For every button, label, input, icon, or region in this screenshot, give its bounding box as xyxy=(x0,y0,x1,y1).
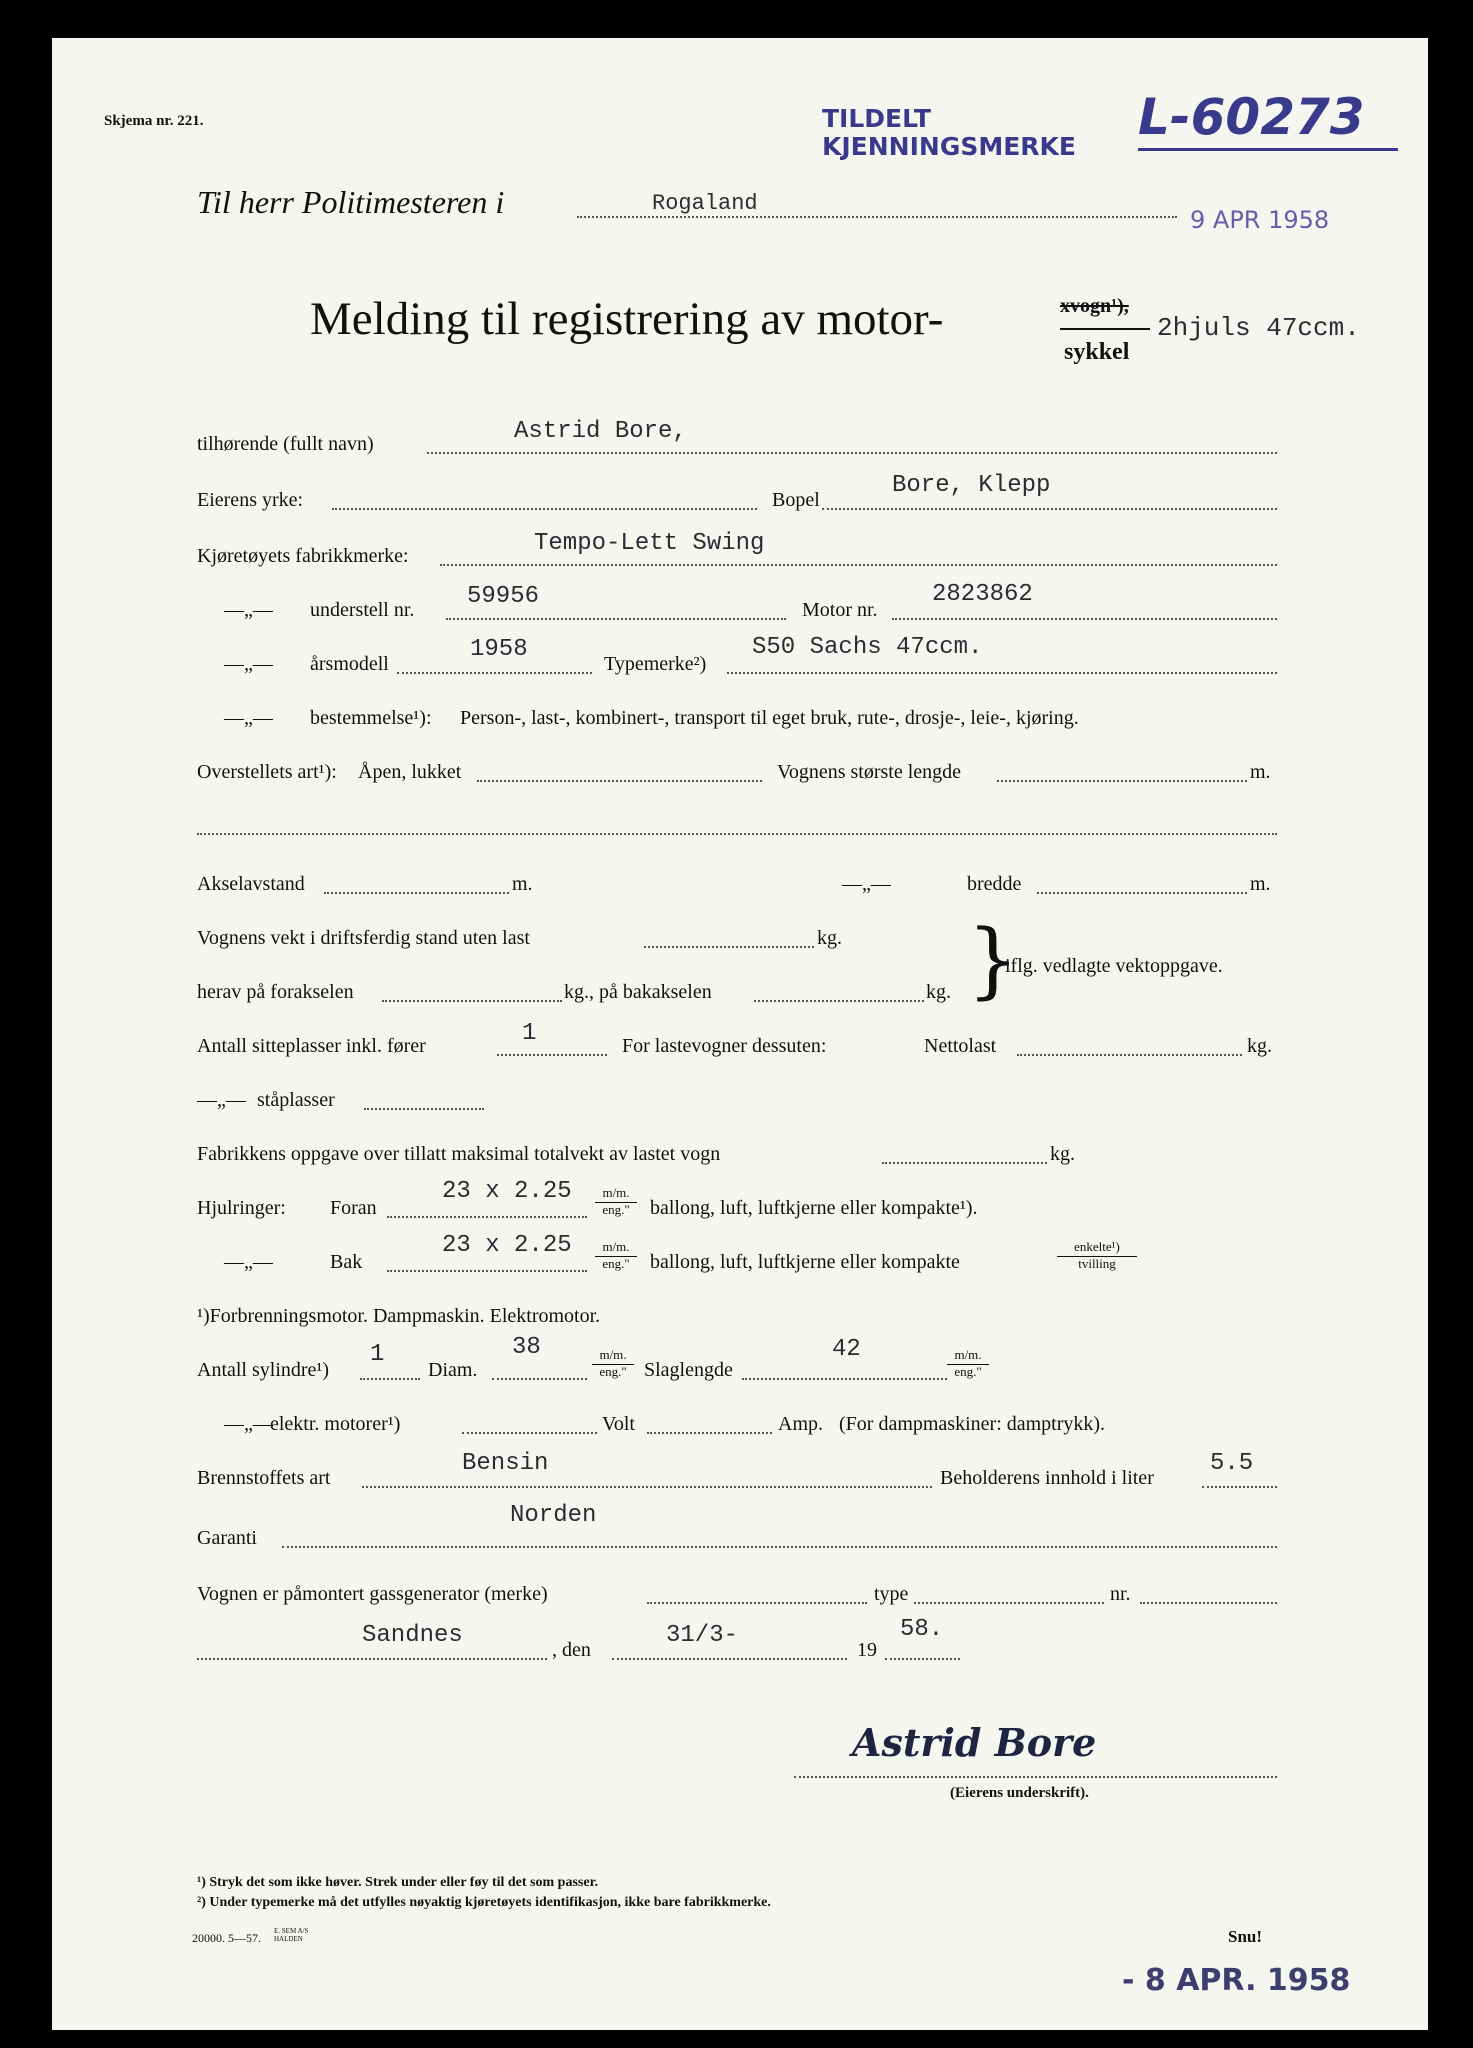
title-fraction-line xyxy=(1060,328,1150,330)
title-option-sykkel: sykkel xyxy=(1064,339,1130,365)
registration-underline xyxy=(1138,148,1398,151)
gas-generator-label: Vognen er påmontert gassgenerator (merke) xyxy=(197,1583,548,1605)
diameter-value: 38 xyxy=(512,1334,541,1361)
district-line xyxy=(577,216,1177,218)
unit-kg: kg. xyxy=(817,927,842,949)
stamp-assigned: TILDELT xyxy=(822,104,931,133)
front-tyre-types: ballong, luft, luftkjerne eller kompakte¹). xyxy=(650,1197,978,1219)
ditto-mark: —„— xyxy=(224,707,273,729)
purpose-label: bestemmelse¹): xyxy=(310,707,432,729)
blank-line xyxy=(197,833,1277,835)
chassis-line xyxy=(446,618,786,620)
body-line xyxy=(477,780,762,782)
make-line xyxy=(440,564,1277,566)
printer-info: 20000. 5—57. xyxy=(192,1931,261,1945)
date-value: 31/3- xyxy=(666,1622,739,1649)
unit-kg: kg. xyxy=(926,981,951,1003)
chassis-value: 59956 xyxy=(467,583,540,610)
tank-label: Beholderens innhold i liter xyxy=(940,1467,1154,1489)
guarantee-value: Norden xyxy=(510,1502,597,1529)
body-options: Åpen, lukket xyxy=(358,761,462,783)
motor-value: 2823862 xyxy=(932,581,1033,608)
volt-line xyxy=(647,1432,772,1434)
width-label: bredde xyxy=(967,873,1022,895)
owner-value: Astrid Bore, xyxy=(514,418,687,445)
diameter-line xyxy=(492,1378,587,1380)
stroke-line xyxy=(742,1378,947,1380)
width-line xyxy=(1037,892,1247,894)
body-label: Overstellets art¹): xyxy=(197,761,337,783)
diameter-label: Diam. xyxy=(428,1359,478,1381)
standing-line xyxy=(364,1108,484,1110)
date-label: , den xyxy=(552,1639,591,1661)
motor-line xyxy=(892,618,1277,620)
unit-m: m. xyxy=(1250,873,1271,895)
rear-tyre-unit: m/m. eng." xyxy=(595,1240,637,1270)
tyres-label: Hjulringer: xyxy=(197,1197,286,1219)
electric-line xyxy=(462,1432,597,1434)
rear-tyre-line xyxy=(387,1270,587,1272)
title-vehicle-note: 2hjuls 47ccm. xyxy=(1157,313,1360,343)
form-number: Skjema nr. 221. xyxy=(104,113,204,129)
length-line xyxy=(997,780,1247,782)
chassis-label: understell nr. xyxy=(310,599,415,621)
place-line xyxy=(197,1658,547,1660)
ditto-mark: —„— xyxy=(224,1251,273,1273)
rear-axle-label: kg., på bakakselen xyxy=(564,981,712,1003)
net-load-line xyxy=(1017,1054,1242,1056)
residence-label: Bopel xyxy=(772,489,820,511)
cylinders-value: 1 xyxy=(370,1341,385,1368)
purpose-options: Person-, last-, kombinert-, transport til eget bruk, rute-, drosje-, leie-, kjøring. xyxy=(460,707,1079,729)
year-label: årsmodell xyxy=(310,653,389,675)
form-title: Melding til registrering av motor- xyxy=(310,293,944,345)
front-tyre-line xyxy=(387,1216,587,1218)
year-prefix: 19 xyxy=(857,1639,877,1661)
registration-number: L-60273 xyxy=(1138,88,1365,146)
seats-line xyxy=(497,1054,607,1056)
make-value: Tempo-Lett Swing xyxy=(534,530,765,557)
type-label: Typemerke²) xyxy=(604,653,707,675)
stroke-label: Slaglengde xyxy=(644,1359,733,1381)
seats-label: Antall sitteplasser inkl. fører xyxy=(197,1035,426,1057)
diameter-unit: m/m. eng." xyxy=(592,1348,634,1378)
electric-label: elektr. motorer¹) xyxy=(270,1413,401,1435)
ditto-mark: —„— xyxy=(224,599,273,621)
fuel-line xyxy=(362,1486,932,1488)
weight-label: Vognens vekt i driftsferdig stand uten last xyxy=(197,927,530,949)
rear-tyre-label: Bak xyxy=(330,1251,363,1273)
unit-m: m. xyxy=(1250,761,1271,783)
gas-generator-line xyxy=(647,1602,867,1604)
front-axle-label: herav på forakselen xyxy=(197,981,354,1003)
fuel-value: Bensin xyxy=(462,1450,549,1477)
owner-label: tilhørende (fullt navn) xyxy=(197,433,374,455)
date-year-line xyxy=(885,1658,960,1660)
gas-type-label: type xyxy=(874,1583,909,1605)
wheelbase-line xyxy=(324,892,509,894)
max-weight-label: Fabrikkens oppgave over tillatt maksimal totalvekt av lastet vogn xyxy=(197,1143,721,1165)
ditto-mark: —„— xyxy=(197,1089,246,1111)
steam-label: (For dampmaskiner: damptrykk). xyxy=(839,1413,1106,1435)
ditto-mark: —„— xyxy=(224,653,273,675)
year-line xyxy=(397,672,592,674)
year-value: 1958 xyxy=(470,636,528,663)
seats-value: 1 xyxy=(522,1020,537,1047)
residence-line xyxy=(822,508,1277,510)
engine-types: ¹)Forbrenningsmotor. Dampmaskin. Elektromotor. xyxy=(197,1305,601,1327)
tank-line xyxy=(1202,1486,1277,1488)
place-value: Sandnes xyxy=(362,1622,463,1649)
received-date-stamp: - 8 APR. 1958 xyxy=(1122,1963,1351,1998)
motor-label: Motor nr. xyxy=(802,599,878,621)
wheelbase-label: Akselavstand xyxy=(197,873,305,895)
rear-tyre-types: ballong, luft, luftkjerne eller kompakte xyxy=(650,1251,960,1273)
front-axle-line xyxy=(382,1000,562,1002)
fuel-label: Brennstoffets art xyxy=(197,1467,331,1489)
unit-m: m. xyxy=(512,873,533,895)
trucks-label: For lastevogner dessuten: xyxy=(622,1035,827,1057)
date-line xyxy=(612,1658,847,1660)
owner-signature: Astrid Bore xyxy=(852,1720,1097,1765)
gas-no-label: nr. xyxy=(1110,1583,1131,1605)
turn-over-note: Snu! xyxy=(1228,1927,1263,1946)
max-weight-line xyxy=(882,1162,1047,1164)
standing-label: ståplasser xyxy=(257,1089,335,1111)
form-page xyxy=(52,38,1428,2030)
printer-name: E. SEM A/S HALDEN xyxy=(274,1927,309,1943)
cylinders-label: Antall sylindre¹) xyxy=(197,1359,330,1381)
occupation-line xyxy=(332,508,757,510)
signature-label: (Eierens underskrift). xyxy=(950,1785,1089,1801)
residence-value: Bore, Klepp xyxy=(892,472,1051,499)
rear-axle-line xyxy=(754,1000,924,1002)
unit-kg: kg. xyxy=(1050,1143,1075,1165)
occupation-label: Eierens yrke: xyxy=(197,489,304,511)
unit-kg: kg. xyxy=(1247,1035,1272,1057)
type-line xyxy=(727,672,1277,674)
addressee-label: Til herr Politimesteren i xyxy=(197,184,505,220)
footnote-2: ²) Under typemerke må det utfylles nøyaktig kjøretøyets identifikasjon, ikke bare fabrikkmerke. xyxy=(197,1895,771,1910)
date-year-value: 58. xyxy=(900,1616,944,1643)
weight-note: iflg. vedlagte vektoppgave. xyxy=(1005,955,1223,977)
net-load-label: Nettolast xyxy=(924,1035,997,1057)
rear-tyre-value: 23 x 2.25 xyxy=(442,1232,572,1259)
stamp-registration-mark: KJENNINGSMERKE xyxy=(822,132,1077,161)
stroke-value: 42 xyxy=(832,1336,861,1363)
length-label: Vognens største lengde xyxy=(777,761,962,783)
weight-brace: } xyxy=(967,913,1020,1008)
gas-type-line xyxy=(914,1602,1104,1604)
volt-label: Volt xyxy=(602,1413,635,1435)
cylinders-line xyxy=(360,1378,420,1380)
stroke-unit: m/m. eng." xyxy=(947,1348,989,1378)
make-label: Kjøretøyets fabrikkmerke: xyxy=(197,545,409,567)
guarantee-label: Garanti xyxy=(197,1527,257,1549)
type-value: S50 Sachs 47ccm. xyxy=(752,634,983,661)
footnote-1: ¹) Stryk det som ikke høver. Strek under eller føy til det som passer. xyxy=(197,1875,598,1890)
front-tyre-label: Foran xyxy=(330,1197,377,1219)
ditto-mark: —„— xyxy=(224,1413,273,1435)
weight-line xyxy=(644,946,814,948)
amp-label: Amp. xyxy=(778,1413,823,1435)
district-value: Rogaland xyxy=(652,191,758,216)
owner-line xyxy=(427,452,1277,454)
guarantee-line xyxy=(282,1546,1277,1548)
gas-no-line xyxy=(1140,1602,1277,1604)
front-tyre-value: 23 x 2.25 xyxy=(442,1178,572,1205)
single-twin-option: enkelte¹) tvilling xyxy=(1057,1240,1137,1270)
title-struck-option: xvogn¹), xyxy=(1060,295,1129,317)
tank-value: 5.5 xyxy=(1210,1450,1254,1477)
front-tyre-unit: m/m. eng." xyxy=(595,1186,637,1216)
signature-line xyxy=(794,1776,1277,1778)
ditto-mark: —„— xyxy=(842,873,891,895)
date-stamp: 9 APR 1958 xyxy=(1190,206,1330,234)
